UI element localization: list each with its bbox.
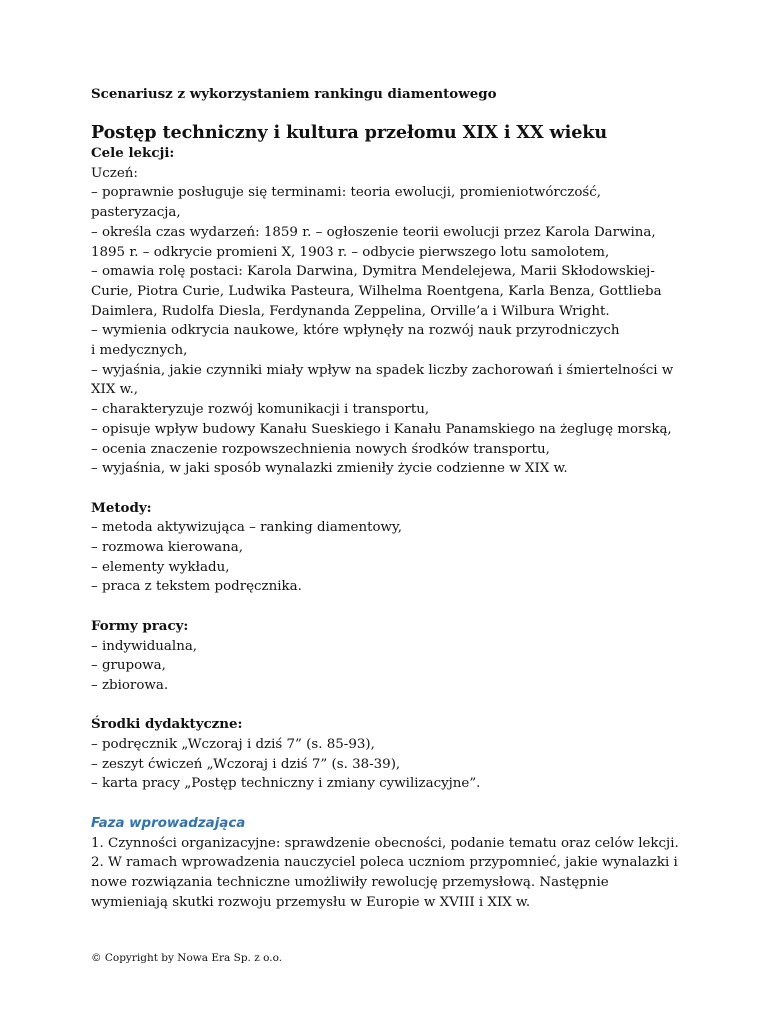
list-item: – metoda aktywizująca – ranking diamentowy, [91, 520, 403, 536]
text-line: – charakteryzuje rozwój komunikacji i transportu, [91, 402, 430, 418]
list-item: – indywidualna, [91, 638, 198, 654]
metody-section [91, 518, 691, 597]
text-line: wymieniają skutki rozwoju przemysłu w Europie w XVIII i XIX w. [91, 894, 531, 910]
formy-heading: Formy pracy: [91, 617, 189, 634]
text-line: – ocenia znaczenie rozpowszechnienia nowych środków transportu, [91, 441, 550, 457]
cele-section [91, 164, 691, 479]
text-line: Curie, Piotra Curie, Ludwika Pasteura, Wilhelma Roentgena, Karla Benza, Gottlieba [91, 283, 662, 299]
text-line: 1. Czynności organizacyjne: sprawdzenie obecności, podanie tematu oraz celów lekcji. [91, 835, 679, 851]
text-line: XIX w., [91, 382, 138, 398]
text-line: – wymienia odkrycia naukowe, które wpłynęły na rozwój nauk przyrodniczych [91, 323, 620, 339]
list-item: – praca z tekstem podręcznika. [91, 579, 302, 595]
text-line: – poprawnie posługuje się terminami: teoria ewolucji, promieniotwórczość, [91, 185, 602, 201]
formy-section [91, 637, 691, 696]
list-item: – karta pracy „Postęp techniczny i zmiany cywilizacyjne”. [91, 776, 481, 792]
srodki-heading: Środki dydaktyczne: [91, 716, 243, 733]
text-line: – wyjaśnia, w jaki sposób wynalazki zmieniły życie codzienne w XIX w. [91, 461, 568, 477]
text-line: – wyjaśnia, jakie czynniki miały wpływ na spadek liczby zachorowań i śmiertelności w [91, 362, 674, 378]
list-item: – elementy wykładu, [91, 559, 230, 575]
text-line: Daimlera, Rudolfa Diesla, Ferdynanda Zeppelina, Orville’a i Wilbura Wright. [91, 303, 610, 319]
faza-section [91, 834, 691, 913]
list-item: – zbiorowa. [91, 677, 169, 693]
text-line: – omawia rolę postaci: Karola Darwina, Dymitra Mendelejewa, Marii Skłodowskiej- [91, 264, 655, 280]
metody-heading: Metody: [91, 499, 152, 516]
list-item: – zeszyt ćwiczeń „Wczoraj i dziś 7” (s. 38-39), [91, 756, 401, 772]
list-item: – podręcznik „Wczoraj i dziś 7” (s. 85-93), [91, 737, 375, 753]
text-line: – określa czas wydarzeń: 1859 r. – ogłoszenie teorii ewolucji przez Karola Darwina, [91, 224, 656, 240]
lesson-title: Postęp techniczny i kultura przełomu XIX i XX wieku [91, 122, 608, 143]
copyright-footer: © Copyright by Nowa Era Sp. z o.o. [91, 952, 283, 964]
document-page [91, 85, 691, 912]
text-line: pasteryzacja, [91, 205, 181, 221]
srodki-section [91, 735, 691, 794]
cele-heading: Cele lekcji: [91, 145, 175, 161]
text-line: 1895 r. – odkrycie promieni X, 1903 r. – odbycie pierwszego lotu samolotem, [91, 244, 610, 260]
text-line: 2. W ramach wprowadzenia nauczyciel poleca uczniom przypomnieć, jakie wynalazki i [91, 855, 678, 871]
list-item: – grupowa, [91, 658, 166, 674]
scenario-label: Scenariusz z wykorzystaniem rankingu diamentowego [91, 86, 497, 102]
list-item: – rozmowa kierowana, [91, 540, 244, 556]
text-line: – opisuje wpływ budowy Kanału Sueskiego i Kanału Panamskiego na żeglugę morską, [91, 421, 672, 437]
text-line: i medycznych, [91, 343, 188, 359]
text-line: nowe rozwiązania techniczne umożliwiły rewolucję przemysłową. Następnie [91, 874, 609, 890]
text-line: Uczeń: [91, 165, 138, 181]
faza-heading: Faza wprowadzająca [91, 815, 246, 831]
